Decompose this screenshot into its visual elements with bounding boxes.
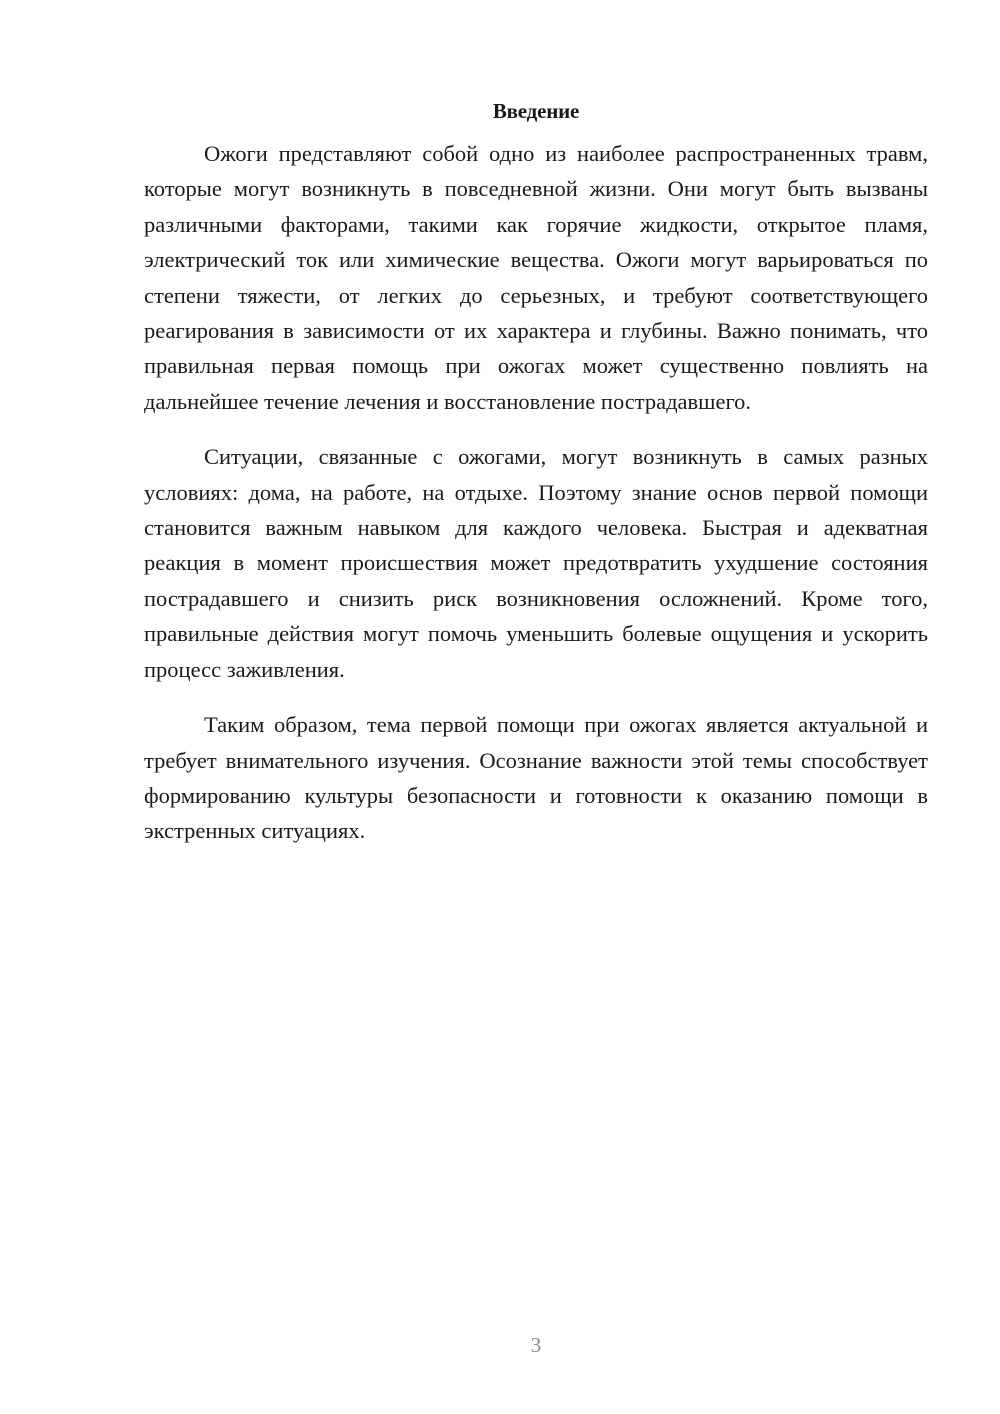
paragraph-3: Таким образом, тема первой помощи при ожогах является актуальной и требует внимательного изучения. Осознание важности этой темы способствует формированию культуры безопасности и готовности к оказанию помощи в экстренных ситуациях.: [144, 712, 928, 844]
section-title: Введение: [492, 99, 580, 123]
paragraph-2: Ситуации, связанные с ожогами, могут возникнуть в самых разных условиях: дома, на работе, на отдыхе. Поэтому знание основ первой помощи становится важным навыком для каждого человека. Быстрая и адекватная реакция в момент происшествия может предотвратить ухудшение состояния пострадавшего и снизить риск возникновения осложнений. Кроме того, правильные действия могут помочь уменьшить болевые ощущения и ускорить процесс заживления.: [144, 444, 928, 682]
page-number: 3: [530, 1333, 542, 1357]
page-content: [144, 96, 928, 869]
paragraph-1: Ожоги представляют собой одно из наиболее распространенных травм, которые могут возникнуть в повседневной жизни. Они могут быть вызваны различными факторами, такими как горячие жидкости, открытое пламя, электрический ток или химические вещества. Ожоги могут варьироваться по степени тяжести, от легких до серьезных, и требуют соответствующего реагирования в зависимости от их характера и глубины. Важно понимать, что правильная первая помощь при ожогах может существенно повлиять на дальнейшее течение лечения и восстановление пострадавшего.: [144, 141, 928, 414]
